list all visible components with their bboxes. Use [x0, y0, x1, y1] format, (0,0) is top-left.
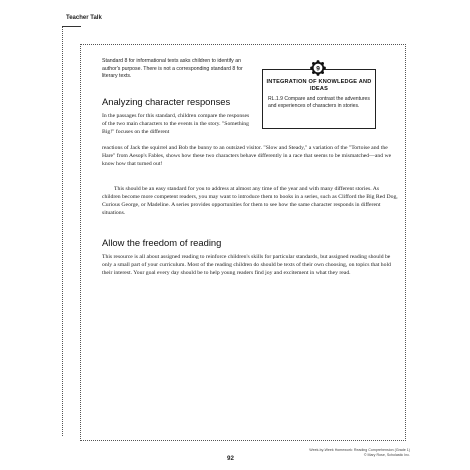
standards-box-text: RL.1.9 Compare and contrast the adventures and experiences of characters in stories. — [268, 96, 370, 110]
left-margin-rule — [62, 26, 63, 436]
footer-credit-line-1: Week-by-Week Homework: Reading Comprehension (Grade 1) — [309, 448, 410, 452]
section1-paragraph-1-continued: reactions of Jack the squirrel and Bob the bunny to an outsized visitor. "Slow and Steady," a variation of the "Tortoise and the Hare" from Aesop's Fables, shows how these two characters behave differently in a race that seems to be mismatched—and we know how that turned out! — [102, 145, 392, 168]
header-label: Teacher Talk — [66, 15, 102, 21]
section-heading-character-responses: Analyzing character responses — [102, 96, 231, 107]
section1-paragraph-1: In the passages for this standard, children compare the responses of the two main characters to the events in the story. "Something Big!" focuses on the different — [102, 113, 250, 136]
section2-paragraph: This resource is all about assigned reading to reinforce children's skills for particular standards, but assigned reading should be only a small part of your curriculum. Most of the reading children do should be texts of their own choosing, on topics that hold their interest. Your goal every day should be to help young readers find joy and excitement in what they read. — [102, 254, 391, 277]
page-number: 92 — [227, 455, 234, 462]
standard-badge-number: 9 — [316, 65, 320, 73]
standards-box-title: INTEGRATION OF KNOWLEDGE AND IDEAS — [266, 79, 372, 93]
header-rule — [62, 26, 81, 27]
intro-note: Standard 8 for informational texts asks children to identify an author's purpose. There is not a corresponding standard 8 for literary texts. — [102, 58, 243, 80]
section-heading-freedom-of-reading: Allow the freedom of reading — [102, 237, 222, 248]
standard-badge-icon — [310, 60, 326, 76]
section1-paragraph-2: This should be an easy standard for you to address at almost any time of the year and with many different stories. As children become more competent readers, you may want to introduce them to books in a series, such as Clifford the Big Red Dog, Curious George, or Madeline. A series provides opportunities for them to see how the same character responds in different situations. — [102, 186, 398, 217]
footer-credit-line-2: © Mary Rose, Scholastic Inc. — [363, 453, 410, 458]
footer-credit — [300, 448, 410, 458]
